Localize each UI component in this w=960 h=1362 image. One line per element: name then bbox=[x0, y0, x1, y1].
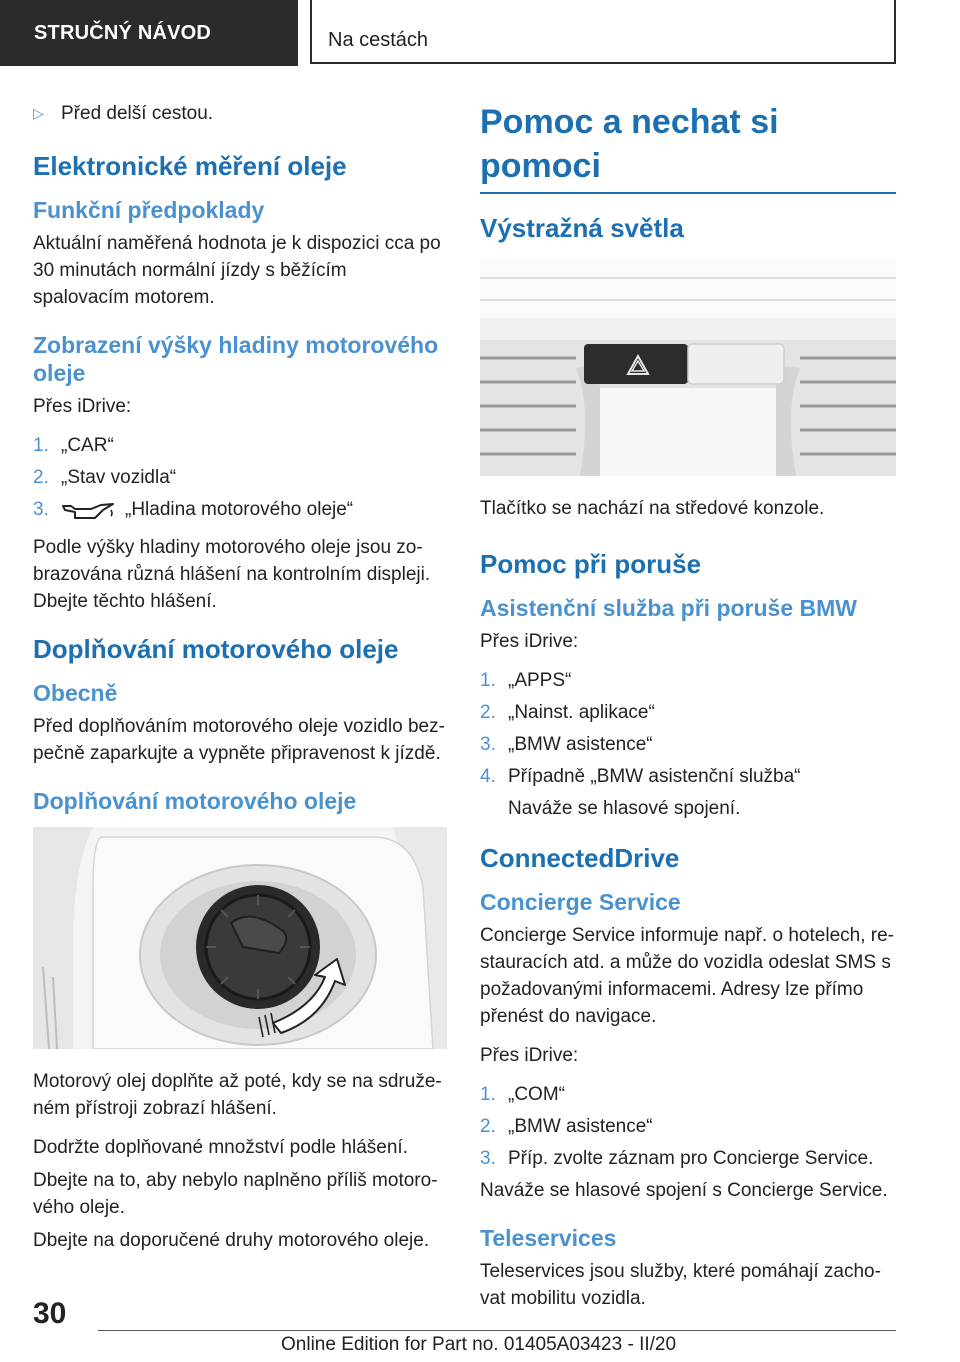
paragraph-display-messages: Podle výšky hladiny motorového oleje jsou zo-brazována různá hlášení na kontrolním displeji. Dbejte těchto hlášení. bbox=[33, 537, 431, 612]
footer-divider bbox=[98, 1330, 896, 1331]
list-item: 4. Případně „BMW asistenční služba“ bbox=[480, 766, 801, 787]
caption-oil-refill: Motorový olej doplňte až poté, kdy se na sdruže-ném přístroji zobrazí hlášení. bbox=[33, 1071, 442, 1119]
caption-hazard-button: Tlačítko se nachází na středové konzole. bbox=[480, 498, 825, 519]
list-item: 3. Příp. zvolte záznam pro Concierge Service. bbox=[480, 1148, 874, 1169]
list-item-note: Naváže se hlasové spojení. bbox=[508, 798, 741, 819]
paragraph-teleservices: Teleservices jsou služby, které pomáhají zacho-vat mobilitu vozidla. bbox=[480, 1261, 881, 1309]
heading-breakdown-assist: Asistenční služba při poruše BMW bbox=[480, 595, 857, 621]
left-column bbox=[33, 100, 447, 1266]
paragraph-overfill: Dbejte na to, aby nebylo naplněno příliš motoro-vého oleje. bbox=[33, 1170, 438, 1218]
paragraph-conditions: Aktuální naměřená hodnota je k dispozici cca po 30 minutách normální jízdy s běžícím spalovacím motorem. bbox=[33, 233, 441, 308]
heading-warning-lights: Výstražná světla bbox=[480, 213, 684, 243]
heading-concierge: Concierge Service bbox=[480, 889, 681, 915]
paragraph-oil-types: Dbejte na doporučené druhy motorového oleje. bbox=[33, 1230, 430, 1251]
paragraph-amount: Dodržte doplňované množství podle hlášení. bbox=[33, 1137, 408, 1158]
bullet-item: ▷ Před delší cestou. bbox=[33, 100, 447, 127]
heading-general: Obecně bbox=[33, 680, 118, 706]
page-number: 30 bbox=[33, 1297, 67, 1330]
heading-connected-drive: ConnectedDrive bbox=[480, 843, 680, 873]
oil-filler-cap-image bbox=[33, 827, 447, 1049]
paragraph-general: Před doplňováním motorového oleje vozidlo bez-pečně zaparkujte a vypněte připravenost k jízdě. bbox=[33, 716, 445, 764]
list-item: 1. „APPS“ bbox=[480, 670, 572, 691]
oil-can-icon bbox=[61, 500, 115, 520]
heading-display-level: Zobrazení výšky hladiny motorového oleje bbox=[33, 332, 439, 386]
list-item: 2. „Nainst. aplikace“ bbox=[480, 702, 655, 723]
list-item: 1. „COM“ bbox=[480, 1084, 565, 1105]
list-item: 3. „Hladina motorového oleje“ bbox=[33, 499, 354, 520]
heading-conditions: Funkční předpoklady bbox=[33, 197, 265, 223]
list-item: 2. „Stav vozidla“ bbox=[33, 467, 177, 488]
chapter-tab: Na cestách bbox=[310, 0, 896, 64]
paragraph-concierge: Concierge Service informuje např. o hotelech, re-stauracích atd. a může do vozidla odeslat SMS s požadovanými informacemi. Adresy lze přímo přenést do navigace. bbox=[480, 925, 894, 1027]
paragraph-idrive-2: Přes iDrive: bbox=[480, 1045, 579, 1066]
heading-refill-oil-sub: Doplňování motorového oleje bbox=[33, 788, 357, 814]
list-item: 3. „BMW asistence“ bbox=[480, 734, 653, 755]
paragraph-voice-connect: Naváže se hlasové spojení s Concierge Service. bbox=[480, 1180, 888, 1201]
footer-edition: Online Edition for Part no. 01405A03423 - II/20 bbox=[281, 1334, 677, 1355]
list-item: 1. „CAR“ bbox=[33, 435, 114, 456]
list-item: 2. „BMW asistence“ bbox=[480, 1116, 653, 1137]
paragraph-idrive: Přes iDrive: bbox=[480, 631, 579, 652]
heading-oil-measurement: Elektronické měření oleje bbox=[33, 151, 347, 181]
hazard-button-image bbox=[480, 258, 896, 476]
paragraph-idrive: Přes iDrive: bbox=[33, 396, 132, 417]
heading-refill-oil: Doplňování motorového oleje bbox=[33, 634, 399, 664]
page-header bbox=[0, 0, 960, 66]
right-column bbox=[480, 100, 896, 1324]
triangle-bullet-icon: ▷ bbox=[33, 105, 44, 121]
heading-teleservices: Teleservices bbox=[480, 1225, 617, 1251]
heading-help: Pomoc a nechat si pomoci bbox=[480, 100, 896, 194]
section-tab: STRUČNÝ NÁVOD bbox=[0, 0, 298, 66]
heading-breakdown: Pomoc při poruše bbox=[480, 549, 702, 579]
